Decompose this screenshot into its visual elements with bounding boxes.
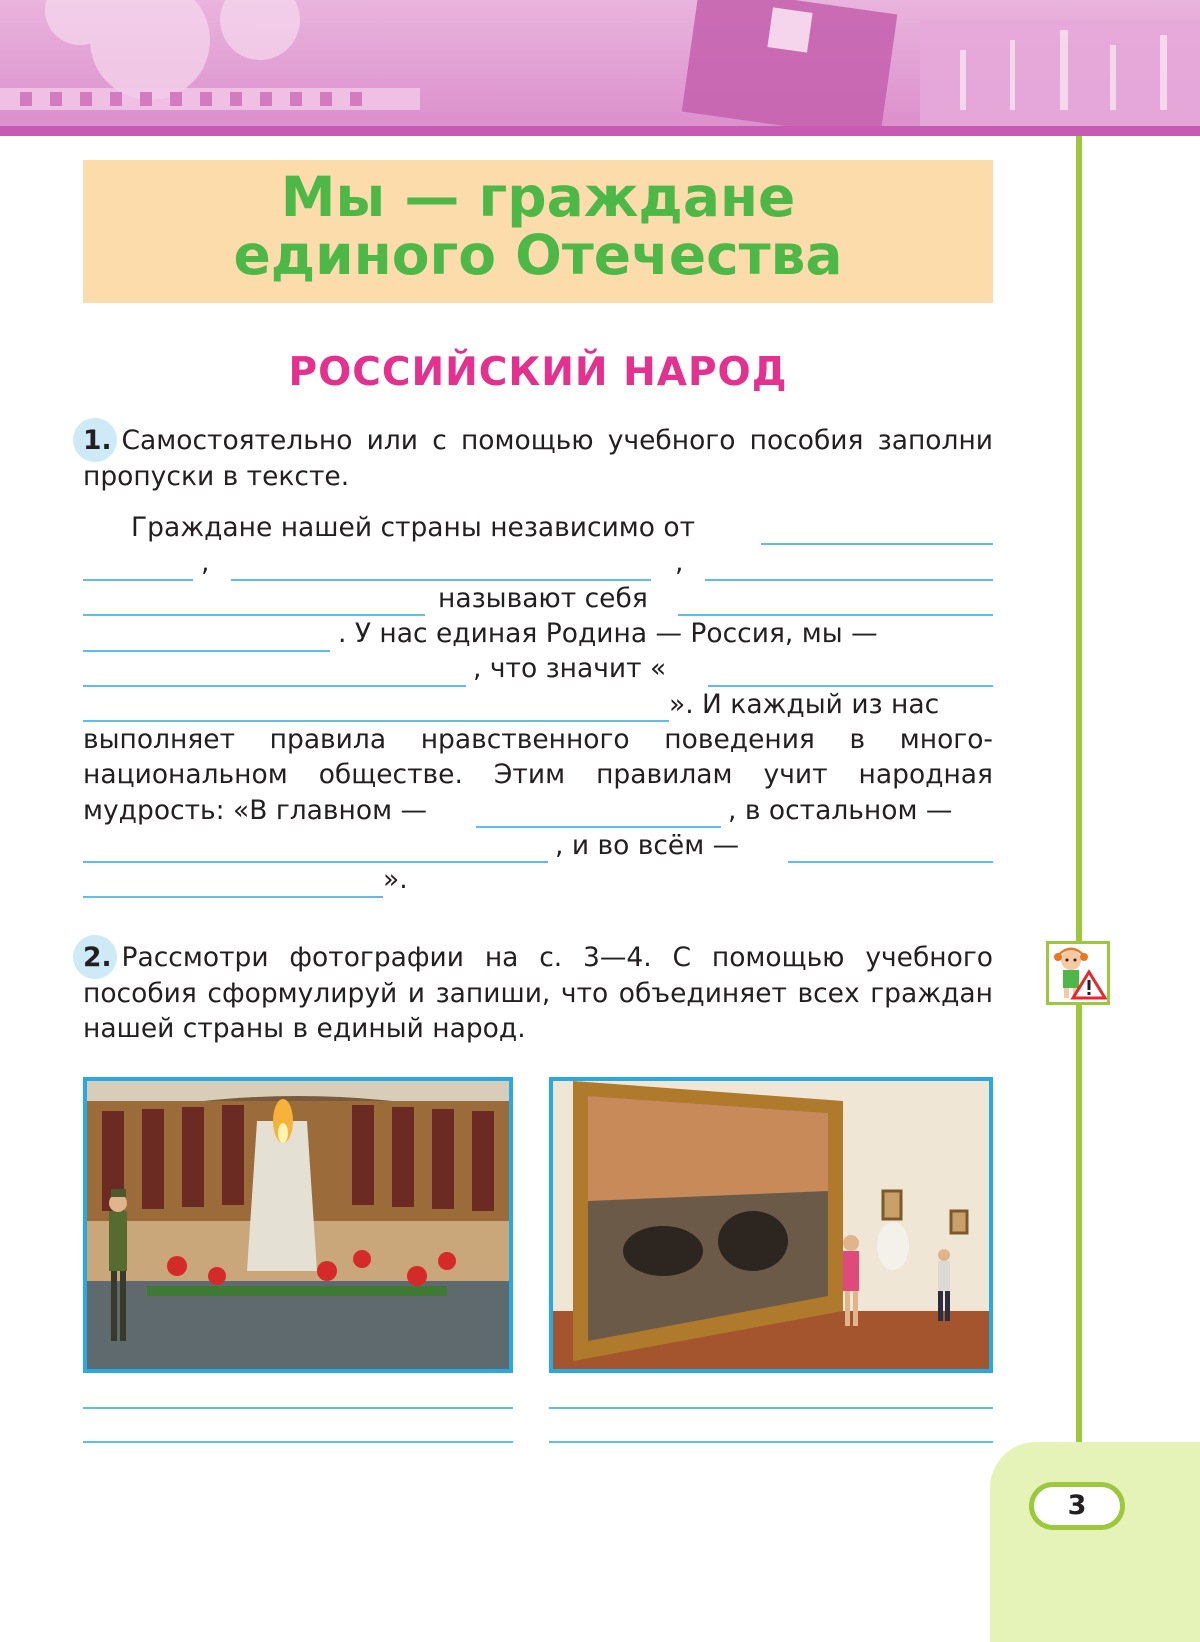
fill-text: , в остальном — bbox=[728, 795, 953, 826]
task-2-number: 2. bbox=[83, 940, 112, 976]
fill-text: ». И каждый из нас bbox=[669, 689, 940, 720]
title-line-2: единого Отечества bbox=[233, 223, 843, 287]
header-banner bbox=[0, 0, 1200, 126]
fill-in-paragraph bbox=[83, 510, 993, 910]
fill-text: , bbox=[675, 547, 684, 578]
fill-text: национальном обществе. Этим правилам учит народная bbox=[83, 759, 993, 790]
answer-blank[interactable] bbox=[705, 579, 993, 581]
task-2-text: Рассмотри фотографии на с. 3—4. С помощью учебного пособия сформулируй и запиши, что объединяет всех граждан нашей страны в единый народ. bbox=[83, 942, 993, 1044]
page-number: 3 bbox=[1029, 1482, 1125, 1530]
fill-text: выполняет правила нравственного поведения в много- bbox=[83, 724, 993, 755]
title-line-1: Мы — граждане bbox=[280, 165, 796, 229]
task-1-text: Самостоятельно или с помощью учебного пособия заполни пропуски в тексте. bbox=[83, 425, 993, 492]
answer-blank[interactable] bbox=[761, 543, 993, 545]
answer-blank[interactable] bbox=[83, 685, 466, 687]
fill-text: ». bbox=[383, 864, 408, 895]
page-corner bbox=[990, 1442, 1200, 1642]
fill-text: , bbox=[201, 547, 210, 578]
banner-decoration bbox=[0, 0, 1200, 126]
page-title bbox=[83, 165, 993, 287]
answer-line[interactable] bbox=[549, 1407, 993, 1409]
answer-blank[interactable] bbox=[83, 861, 548, 863]
answer-blank[interactable] bbox=[83, 896, 383, 898]
fill-text: , и во всём — bbox=[555, 830, 740, 861]
fill-text: Граждане нашей страны независимо от bbox=[131, 512, 696, 543]
banner-stripe bbox=[0, 126, 1200, 136]
memorial-hall-photo bbox=[83, 1077, 513, 1373]
margin-line bbox=[1076, 136, 1082, 1496]
section-heading: РОССИЙСКИЙ НАРОД bbox=[288, 350, 788, 395]
fill-text: мудрость: «В главном — bbox=[83, 795, 427, 826]
answer-line[interactable] bbox=[549, 1441, 993, 1443]
answer-line[interactable] bbox=[83, 1407, 513, 1409]
answer-blank[interactable] bbox=[83, 650, 330, 652]
fill-text: , что значит « bbox=[473, 653, 667, 684]
answer-line[interactable] bbox=[83, 1441, 513, 1443]
task-2 bbox=[83, 940, 993, 1047]
fill-text: называют себя bbox=[438, 583, 648, 614]
task-1 bbox=[83, 423, 993, 494]
fill-text: . У нас единая Родина — Россия, мы — bbox=[338, 618, 878, 649]
answer-blank[interactable] bbox=[788, 861, 993, 863]
task-1-number: 1. bbox=[83, 423, 112, 459]
girl-warning-icon bbox=[1046, 941, 1110, 1005]
answer-blank[interactable] bbox=[83, 579, 193, 581]
museum-painting-photo bbox=[549, 1077, 993, 1373]
